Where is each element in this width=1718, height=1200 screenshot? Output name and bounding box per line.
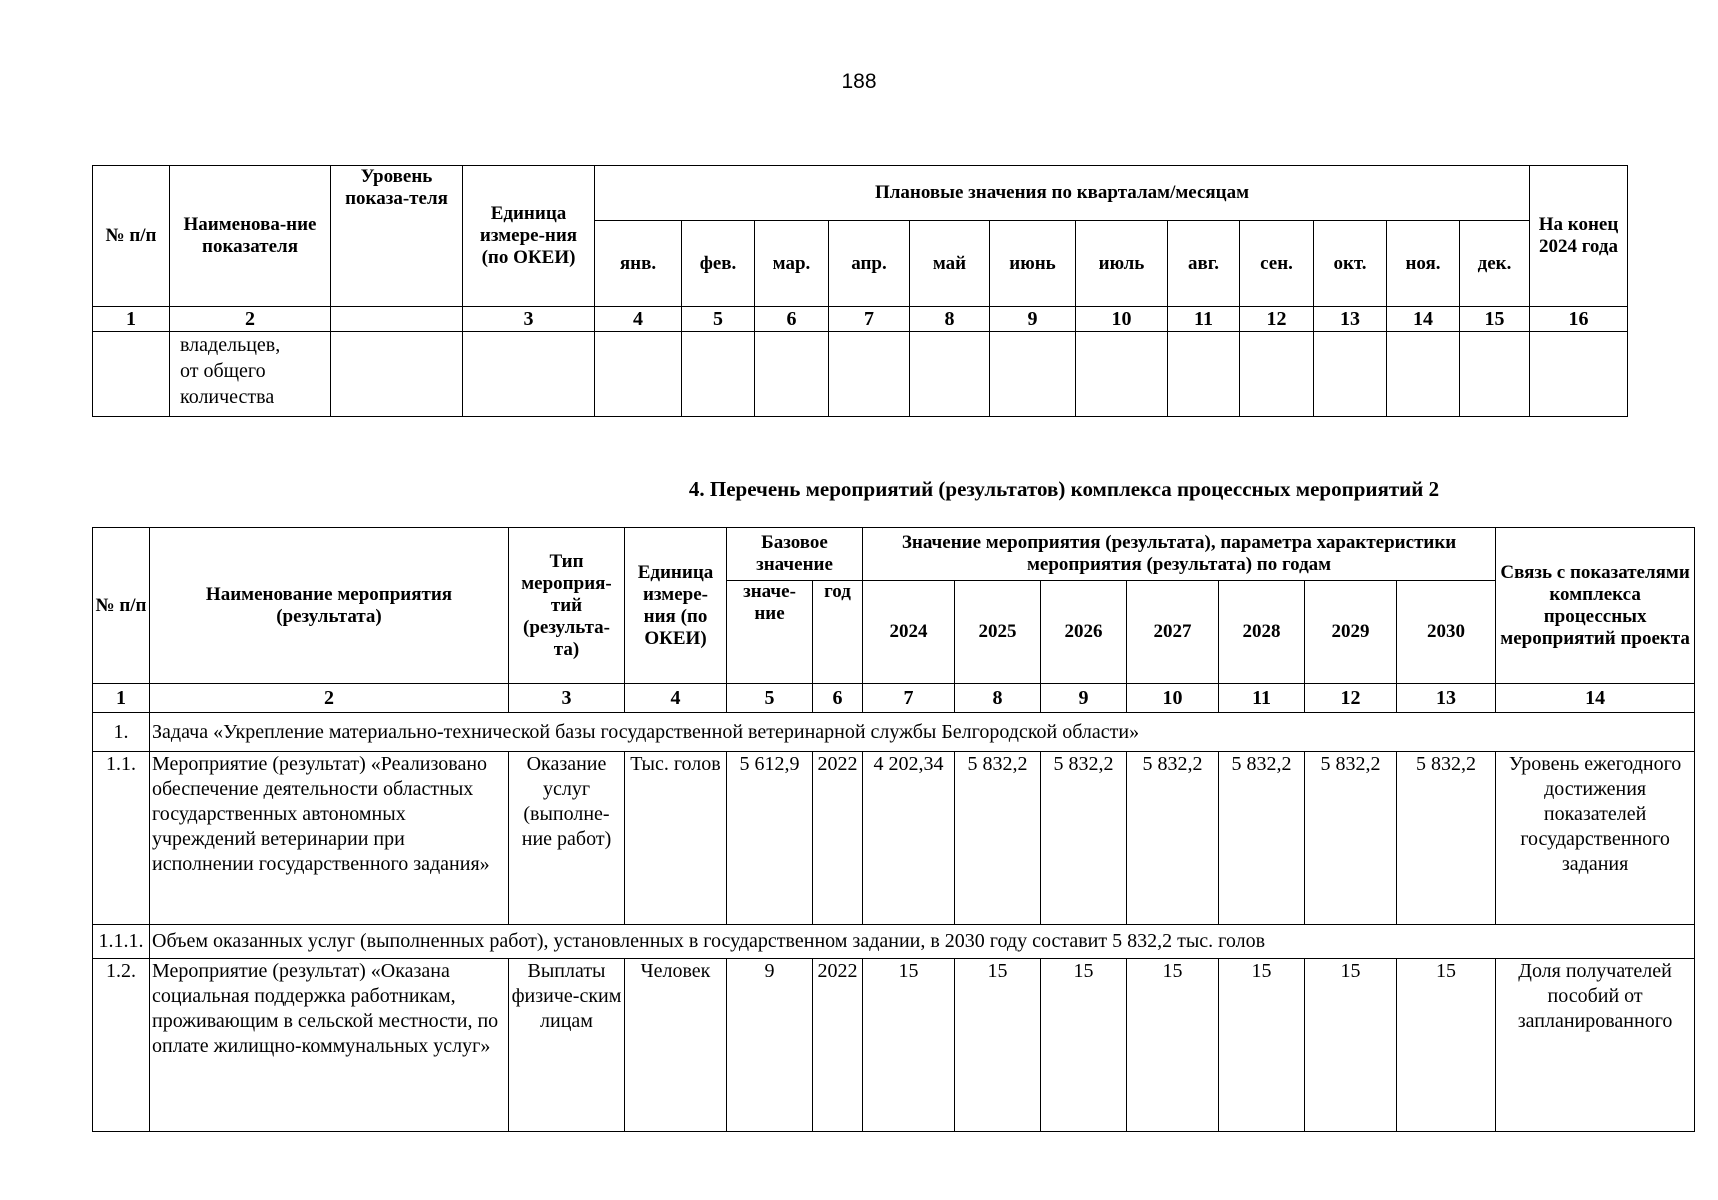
- column-number: 14: [1496, 684, 1695, 713]
- column-number: 11: [1168, 307, 1240, 332]
- column-number: 1: [93, 307, 170, 332]
- header-month: мар.: [755, 221, 829, 307]
- indicator-name-line: количества: [180, 386, 275, 408]
- activity-year-value: 15: [1127, 959, 1219, 1132]
- table-cell: [595, 332, 682, 417]
- header-month: ноя.: [1387, 221, 1460, 307]
- header-unit: Единица измере-ния (по ОКЕИ): [463, 166, 595, 307]
- column-number: 5: [682, 307, 755, 332]
- activity-link: Доля получателей пособий от запланированного: [1496, 959, 1695, 1132]
- table-cell: [1168, 332, 1240, 417]
- header-month: июль: [1076, 221, 1168, 307]
- header-year: 2029: [1305, 581, 1397, 684]
- header-link-indicators: Связь с показателями комплекса процессных мероприятий проекта: [1496, 528, 1695, 684]
- header-year: 2027: [1127, 581, 1219, 684]
- activity-base-value: 5 612,9: [727, 752, 813, 925]
- activity-base-year: 2022: [813, 752, 863, 925]
- column-number: 13: [1314, 307, 1387, 332]
- table-cell: [331, 332, 463, 417]
- column-number: 7: [863, 684, 955, 713]
- column-number: 15: [1460, 307, 1530, 332]
- header-year: 2030: [1397, 581, 1496, 684]
- column-number: 13: [1397, 684, 1496, 713]
- column-number: 2: [150, 684, 509, 713]
- activity-year-value: 15: [863, 959, 955, 1132]
- header-month: дек.: [1460, 221, 1530, 307]
- activity-number: 1.2.: [93, 959, 150, 1132]
- activity-unit: Тыс. голов: [625, 752, 727, 925]
- column-number: 3: [463, 307, 595, 332]
- header-end-of-year: На конец 2024 года: [1530, 166, 1628, 307]
- indicator-name-line: от общего: [180, 360, 266, 382]
- activity-type: Оказание услуг (выполне-ние работ): [509, 752, 625, 925]
- header-year: 2025: [955, 581, 1041, 684]
- column-number: 10: [1127, 684, 1219, 713]
- column-number: [331, 307, 463, 332]
- activity-year-value: 5 832,2: [1397, 752, 1496, 925]
- header-month: июнь: [990, 221, 1076, 307]
- activity-year-value: 5 832,2: [1219, 752, 1305, 925]
- header-year: 2024: [863, 581, 955, 684]
- activity-base-value: 9: [727, 959, 813, 1132]
- header-indicator-level: Уровень показа-теля: [331, 166, 463, 307]
- column-number: 12: [1240, 307, 1314, 332]
- column-number: 9: [1041, 684, 1127, 713]
- header-year: 2028: [1219, 581, 1305, 684]
- table-cell: [990, 332, 1076, 417]
- indicator-name-line: владельцев,: [180, 334, 281, 356]
- indicators-table: [92, 165, 1628, 417]
- subresult-text: Объем оказанных услуг (выполненных работ), установленных в государственном задании, в 2030 году составит 5 832,2 тыс. голов: [150, 925, 1695, 959]
- table-cell: [1240, 332, 1314, 417]
- header-activity-name: Наименование мероприятия (результата): [150, 528, 509, 684]
- header-month: сен.: [1240, 221, 1314, 307]
- column-number: 5: [727, 684, 813, 713]
- table-cell: [755, 332, 829, 417]
- column-number: 6: [813, 684, 863, 713]
- header-indicator-name: Наименова-ние показателя: [170, 166, 331, 307]
- table-cell: [1314, 332, 1387, 417]
- activity-year-value: 4 202,34: [863, 752, 955, 925]
- page-number: 188: [841, 70, 877, 93]
- activity-year-value: 5 832,2: [1127, 752, 1219, 925]
- header-num: № п/п: [93, 528, 150, 684]
- table-cell: [1076, 332, 1168, 417]
- header-month: апр.: [829, 221, 910, 307]
- header-month: май: [910, 221, 990, 307]
- column-number: 4: [595, 307, 682, 332]
- header-base-value-value: значе-ние: [727, 581, 813, 684]
- header-values-by-year: Значение мероприятия (результата), параметра характеристики мероприятия (результата) по годам: [863, 528, 1496, 581]
- column-number: 12: [1305, 684, 1397, 713]
- header-month: янв.: [595, 221, 682, 307]
- header-base-value: Базовое значение: [727, 528, 863, 581]
- column-number: 7: [829, 307, 910, 332]
- activity-name: Мероприятие (результат) «Оказана социальная поддержка работникам, проживающим в сельской местности, по оплате жилищно-коммунальных услуг»: [150, 959, 509, 1132]
- activity-base-year: 2022: [813, 959, 863, 1132]
- header-activity-type: Тип мероприя-тий (результа-та): [509, 528, 625, 684]
- activity-unit: Человек: [625, 959, 727, 1132]
- header-month: окт.: [1314, 221, 1387, 307]
- table-cell: [682, 332, 755, 417]
- activity-year-value: 15: [955, 959, 1041, 1132]
- column-number: 14: [1387, 307, 1460, 332]
- table-cell: [463, 332, 595, 417]
- header-month: авг.: [1168, 221, 1240, 307]
- header-planned-values: Плановые значения по кварталам/месяцам: [595, 166, 1530, 221]
- activity-year-value: 15: [1397, 959, 1496, 1132]
- activity-year-value: 15: [1041, 959, 1127, 1132]
- column-number: 10: [1076, 307, 1168, 332]
- table-cell: [1460, 332, 1530, 417]
- table-cell: [1530, 332, 1628, 417]
- section-title: 4. Перечень мероприятий (результатов) комплекса процессных мероприятий 2: [688, 477, 1440, 501]
- indicator-name-cell: [170, 332, 331, 417]
- column-number: 4: [625, 684, 727, 713]
- column-number: 3: [509, 684, 625, 713]
- header-unit: Единица измере-ния (по ОКЕИ): [625, 528, 727, 684]
- header-num: № п/п: [93, 166, 170, 307]
- column-number: 16: [1530, 307, 1628, 332]
- column-number: 6: [755, 307, 829, 332]
- column-number: 8: [910, 307, 990, 332]
- activity-link: Уровень ежегодного достижения показателей государственного задания: [1496, 752, 1695, 925]
- task-text: Задача «Укрепление материально-технической базы государственной ветеринарной службы Белгородской области»: [150, 713, 1695, 752]
- column-number: 2: [170, 307, 331, 332]
- task-number: 1.: [93, 713, 150, 752]
- header-base-value-year: год: [813, 581, 863, 684]
- subresult-number: 1.1.1.: [93, 925, 150, 959]
- column-number: 9: [990, 307, 1076, 332]
- activity-year-value: 5 832,2: [1305, 752, 1397, 925]
- activities-table: [92, 527, 1695, 1132]
- table-cell: [1387, 332, 1460, 417]
- header-month: фев.: [682, 221, 755, 307]
- activity-type: Выплаты физиче-ским лицам: [509, 959, 625, 1132]
- table-cell: [93, 332, 170, 417]
- activity-year-value: 15: [1305, 959, 1397, 1132]
- column-number: 11: [1219, 684, 1305, 713]
- activity-year-value: 15: [1219, 959, 1305, 1132]
- activity-number: 1.1.: [93, 752, 150, 925]
- table-cell: [910, 332, 990, 417]
- activity-year-value: 5 832,2: [955, 752, 1041, 925]
- column-number: 1: [93, 684, 150, 713]
- header-year: 2026: [1041, 581, 1127, 684]
- column-number: 8: [955, 684, 1041, 713]
- activity-name: Мероприятие (результат) «Реализовано обеспечение деятельности областных государственных автономных учреждений ветеринарии при исполнении государственного задания»: [150, 752, 509, 925]
- table-cell: [829, 332, 910, 417]
- activity-year-value: 5 832,2: [1041, 752, 1127, 925]
